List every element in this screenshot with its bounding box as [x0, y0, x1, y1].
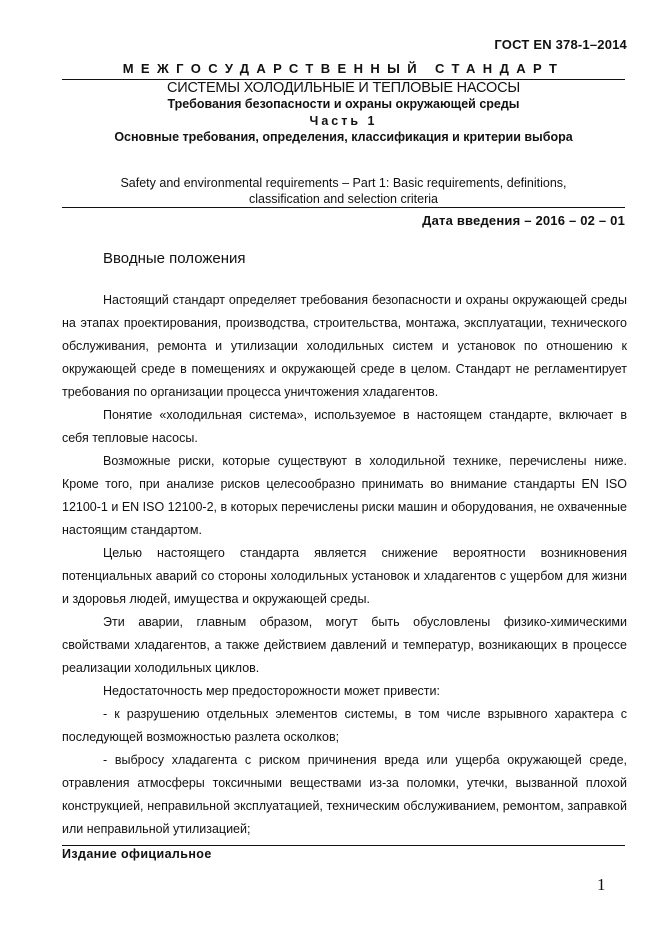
paragraph: Целью настоящего стандарта является снижение вероятности возникновения потенциальных аварий со стороны холодильных установок и хладагентов с ущербом для жизни и здоровья людей, имущества и окружающей среды. [62, 546, 627, 606]
paragraph: Настоящий стандарт определяет требования безопасности и охраны окружающей среды на этапах проектирования, производства, строительства, монтажа, эксплуатации, технического обслуживания, ремонта и утилизации холодильных систем и установок по отношению к окружающей среде в помещениях и окружающей среде в целом. Стандарт не регламентирует требования по организации процесса уничтожения хладагентов. [62, 293, 627, 399]
list-item: - выбросу хладагента с риском причинения вреда или ущерба окружающей среде, отравления атмосферы токсичными веществами из-за поломки, утечки, вызванной плохой конструкцией, неправильной эксплуатацией, техническим обслуживанием, ремонтом, заправкой или неправильной утилизацией; [62, 753, 627, 836]
section-heading: Вводные положения [103, 250, 246, 267]
english-title-line-1: Safety and environmental requirements – Part 1: Basic requirements, definitions, [120, 176, 567, 190]
paragraph: Недостаточность мер предосторожности может привести: [103, 684, 440, 698]
part-label: Часть 1 [309, 114, 378, 128]
english-title [62, 175, 625, 207]
body-text [62, 289, 627, 841]
paragraph: Эти аварии, главным образом, могут быть обусловлены физико-химическими свойствами хладагентов, а также действием давлений и температур, возникающих в процессе реализации холодильных циклов. [62, 615, 627, 675]
document-subtitle: Требования безопасности и охраны окружающей среды [167, 97, 520, 111]
page-number: 1 [597, 875, 606, 894]
document-title: СИСТЕМЫ ХОЛОДИЛЬНЫЕ И ТЕПЛОВЫЕ НАСОСЫ [167, 80, 520, 96]
standard-code: ГОСТ EN 378-1–2014 [494, 37, 627, 52]
paragraph: Возможные риски, которые существуют в холодильной технике, перечислены ниже. Кроме того, при анализе рисков целесообразно принимать во внимание стандарты EN ISO 12100-1 и EN ISO 12100-2, в которых перечислены риски машин и оборудования, не охваченные настоящим стандартом. [62, 454, 627, 537]
interstate-standard-label: МЕЖГОСУДАРСТВЕННЫЙ СТАНДАРТ [122, 61, 565, 76]
part-title: Основные требования, определения, классификация и критерии выбора [114, 130, 573, 144]
list-item: - к разрушению отдельных элементов системы, в том числе взрывного характера с последующей возможностью разлета осколков; [62, 707, 627, 744]
footer-rule [62, 845, 625, 846]
introduction-date: Дата введения – 2016 – 02 – 01 [422, 213, 625, 228]
edition-label: Издание официальное [62, 847, 212, 861]
english-title-line-2: classification and selection criteria [249, 192, 438, 206]
title-rule [62, 207, 625, 208]
paragraph: Понятие «холодильная система», используемое в настоящем стандарте, включает в себя тепловые насосы. [62, 408, 627, 445]
